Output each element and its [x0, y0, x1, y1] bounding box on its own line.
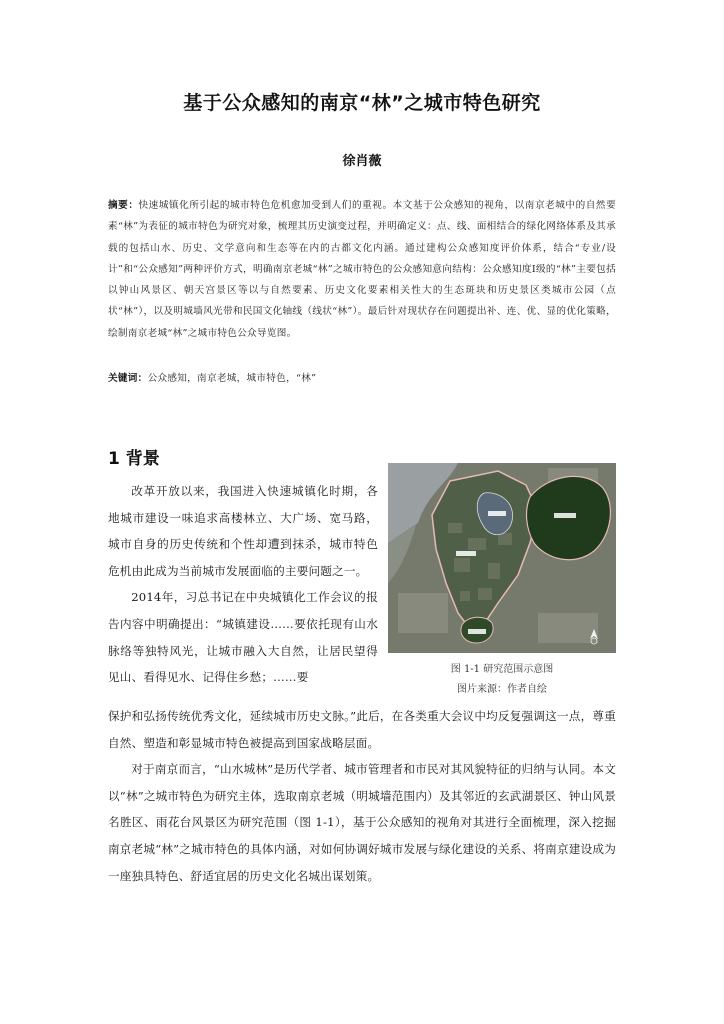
paragraph-1: 改革开放以来，我国进入快速城镇化时期，各地城市建设一味追求高楼林立、大广场、宽马路，城市自身的历史传统和个性却遭到抹杀，城市特色危机由此成为当前城市发展面临的主要问题之一。: [108, 484, 378, 578]
figure-caption: 图 1-1 研究范围示意图: [450, 664, 554, 675]
paper-title: 基于公众感知的南京“林”之城市特色研究: [183, 92, 541, 114]
section-heading: 1 背景: [108, 449, 160, 469]
keywords: [108, 368, 616, 389]
paper-author: 徐肖薇: [342, 154, 382, 169]
abstract-text: 快速城镇化所引起的城市特色危机愈加受到人们的重视。本文基于公众感知的视角，以南京老城中的自然要素“林”为表征的城市特色为研究对象，梳理其历史演变过程，并明确定义：点、线、面相结合的绿化网络体系及其承载的包括山水、历史、文学意向和生态等在内的古都文化内涵。通过建构公众感知度评价体系，结合“专业/设计”和“公众感知”两种评价方式，明确南京老城“林”之城市特色的公众感知意向结构：公众感知度Ⅰ级的“林”主要包括以钟山风景区、朝天宫景区等以与自然要素、历史文化要素相关性大的生态斑块和历史景区类城市公园（点状“林”），以及明城墙风光带和民国文化轴线（线状“林”）。最后针对现状存在问题提出补、连、优、显的优化策略，绘制南京老城“林”之城市特色公众导览图。: [108, 200, 616, 339]
figure-source: 图片来源：作者自绘: [457, 684, 547, 695]
figure-caption-block: [388, 660, 616, 700]
paragraph-2-end: 保护和弘扬传统优秀文化，延续城市历史文脉。”此后，在各类重大会议中均反复强调这一点，尊重自然、塑造和彰显城市特色被提高到国家战略层面。: [108, 709, 616, 750]
column-text: [108, 478, 378, 691]
paragraph-2-start: 2014年，习总书记在中央城镇化工作会议的报告内容中明确提出：“城镇建设……要依托现有山水脉络等独特风光，让城市融入大自然，让居民望得见山、看得见水、记得住乡愁；……要: [108, 590, 378, 685]
full-width-text: [108, 703, 616, 889]
keywords-label: 关键词：: [108, 373, 148, 384]
abstract-label: 摘要：: [108, 200, 139, 211]
satellite-map-image: [388, 463, 616, 653]
keywords-text: 公众感知，南京老城，城市特色，“林”: [147, 373, 317, 384]
figure-map: [388, 463, 616, 653]
abstract: [108, 195, 616, 344]
paragraph-3: 对于南京而言，“山水城林”是历代学者、城市管理者和市民对其风貌特征的归纳与认同。本文以“林”之城市特色为研究主体，选取南京老城（明城墙范围内）及其邻近的玄武湖景区、钟山风景名胜区、雨花台风景区为研究范围（图 1-1），基于公众感知的视角对其进行全面梳理，深入挖掘南京老城“林”之城市特色的具体内涵，对如何协调好城市发展与绿化建设的关系、将南京建设成为一座独具特色、舒适宜居的历史文化名城出谋划策。: [108, 762, 616, 883]
